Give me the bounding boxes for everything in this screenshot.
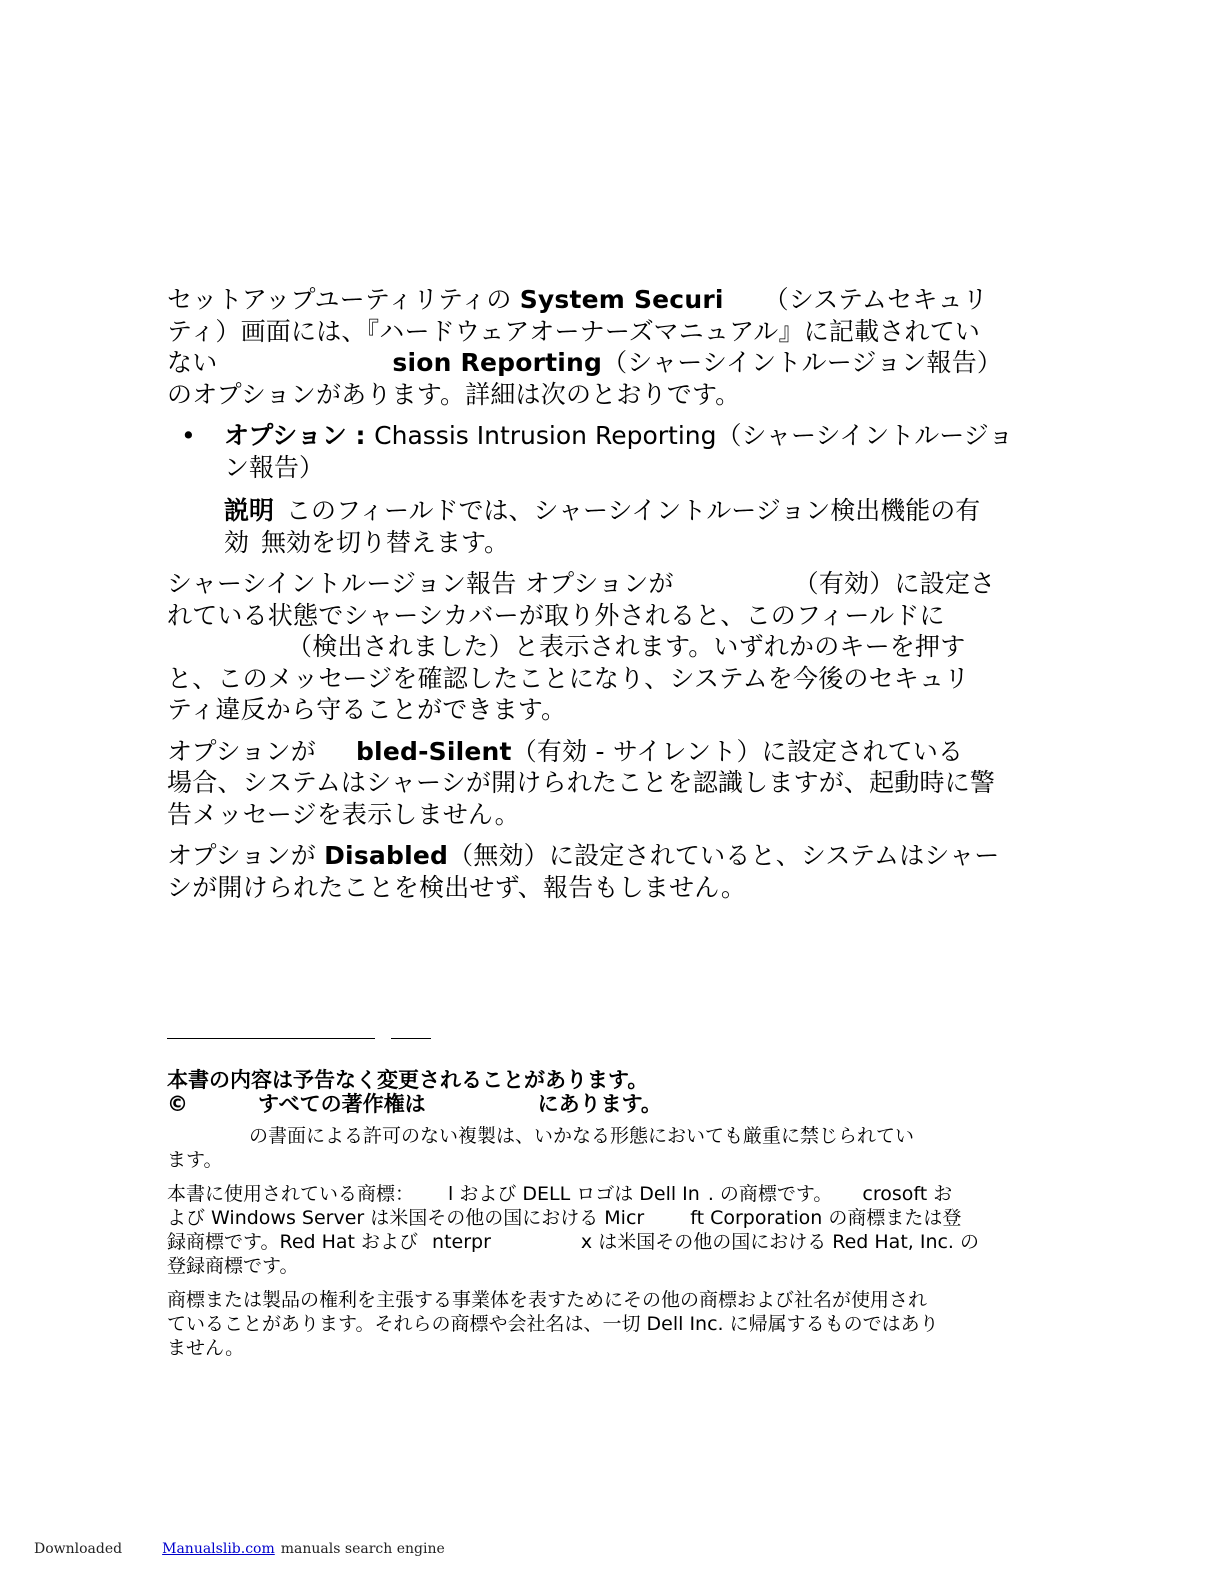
other-trademarks-notice — [167, 1288, 1017, 1360]
search-engine-text: manuals search engine — [280, 1541, 445, 1557]
option-description — [167, 495, 1017, 558]
document-body — [167, 284, 1017, 913]
reproduction-notice — [167, 1124, 1017, 1172]
description-text: このフィールドでは、シャーシイントルージョン検出機能の有 — [286, 496, 981, 525]
trademark-text: 録商標です。Red Hat および — [167, 1231, 419, 1253]
downloaded-label: Downloaded — [34, 1541, 123, 1557]
system-security-term: System Securi — [519, 285, 724, 314]
enabled-silent-term: bled-Silent — [355, 736, 512, 766]
other-trademarks-text: 商標または製品の権利を主張する事業体を表すためにその他の商標および社名が使用され — [167, 1289, 928, 1311]
legal-notice — [167, 1068, 1017, 1360]
download-footer — [34, 1541, 445, 1557]
silent-paragraph — [167, 736, 1017, 831]
option-value: ン報告） — [224, 452, 325, 482]
other-trademarks-text: ません。 — [167, 1337, 245, 1359]
copyright-symbol: © — [167, 1092, 188, 1116]
disabled-term: Disabled — [324, 841, 449, 870]
change-notice — [167, 1068, 1017, 1116]
trademark-text: 登録商標です。 — [167, 1255, 299, 1277]
reproduction-text: の書面による許可のない複製は、いかなる形態においても厳重に禁じられてい — [249, 1125, 915, 1147]
intro-text: （システムセキュリ — [763, 285, 988, 314]
paragraph-text: ティ違反から守ることができます。 — [167, 695, 567, 724]
trademark-text: よび Windows Server は米国その他の国における Micr — [167, 1207, 645, 1229]
paragraph-text: と、このメッセージを確認したことになり、システムを今後のセキュリ — [167, 663, 970, 693]
intro-text: ない — [167, 348, 218, 377]
paragraph-text: シャーシイントルージョン報告 オプションが — [167, 569, 674, 598]
enabled-paragraph — [167, 568, 1017, 726]
paragraph-text: 場合、システムはシャーシが開けられたことを認識しますが、起動時に警 — [167, 768, 996, 797]
intro-text: ティ）画面には、『ハードウェアオーナーズマニュアル』に記載されてい — [167, 316, 981, 346]
paragraph-text: （有効 - サイレント）に設定されている — [511, 736, 964, 766]
intro-paragraph — [167, 284, 1017, 410]
option-item — [167, 420, 1017, 483]
trademark-text: . の商標です。 — [707, 1183, 833, 1205]
paragraph-text: シが開けられたことを検出せず、報告もしません。 — [167, 872, 747, 902]
description-text: 無効を切り替えます。 — [261, 527, 510, 557]
trademark-text: 本書に使用されている商標： — [167, 1183, 415, 1205]
reproduction-text: ます。 — [167, 1149, 223, 1171]
trademark-text: crosoft お — [862, 1183, 953, 1205]
other-trademarks-text: ていることがあります。それらの商標や会社名は、一切 Dell Inc. に帰属するものではあり — [167, 1313, 939, 1335]
trademark-text: x は米国その他の国における Red Hat, Inc. の — [580, 1231, 980, 1253]
footnote-divider — [167, 1038, 431, 1039]
paragraph-text: （検出されました）と表示されます。いずれかのキーを押す — [287, 632, 966, 661]
trademark-text: l および DELL ロゴは Dell In — [448, 1183, 700, 1205]
description-label: 説明 — [224, 496, 275, 525]
intro-text: セットアップユーティリティの — [167, 285, 520, 314]
copyright-text: すべての著作権は — [258, 1092, 426, 1116]
copyright-text: にあります。 — [537, 1092, 662, 1116]
notice-text: 本書の内容は予告なく変更されることがあります。 — [167, 1068, 649, 1092]
trademark-notice — [167, 1182, 1017, 1278]
disabled-paragraph — [167, 840, 1017, 903]
option-value: Chassis Intrusion Reporting（シャーシイントルージョ — [374, 421, 1014, 450]
description-text: 効 — [224, 527, 250, 557]
intro-text: （シャーシイントルージョン報告） — [602, 348, 1003, 377]
option-label: オプション : — [224, 421, 375, 450]
paragraph-text: （無効）に設定されていると、システムはシャー — [448, 841, 1000, 870]
manualslib-link[interactable]: Manualslib.com — [162, 1541, 275, 1557]
bullet-icon: • — [181, 421, 196, 450]
trademark-text: ft Corporation の商標または登 — [690, 1207, 962, 1229]
paragraph-text: れている状態でシャーシカバーが取り外されると、このフィールドに — [167, 600, 945, 630]
paragraph-text: 告メッセージを表示しません。 — [167, 799, 520, 829]
option-list — [167, 420, 1017, 558]
intro-text: のオプションがあります。詳細は次のとおりです。 — [167, 379, 741, 409]
trademark-text: nterpr — [432, 1231, 491, 1253]
paragraph-text: オプションが — [167, 736, 316, 766]
paragraph-text: （有効）に設定さ — [793, 569, 996, 598]
intrusion-reporting-term: sion Reporting — [392, 348, 603, 377]
paragraph-text: オプションが — [167, 841, 325, 870]
